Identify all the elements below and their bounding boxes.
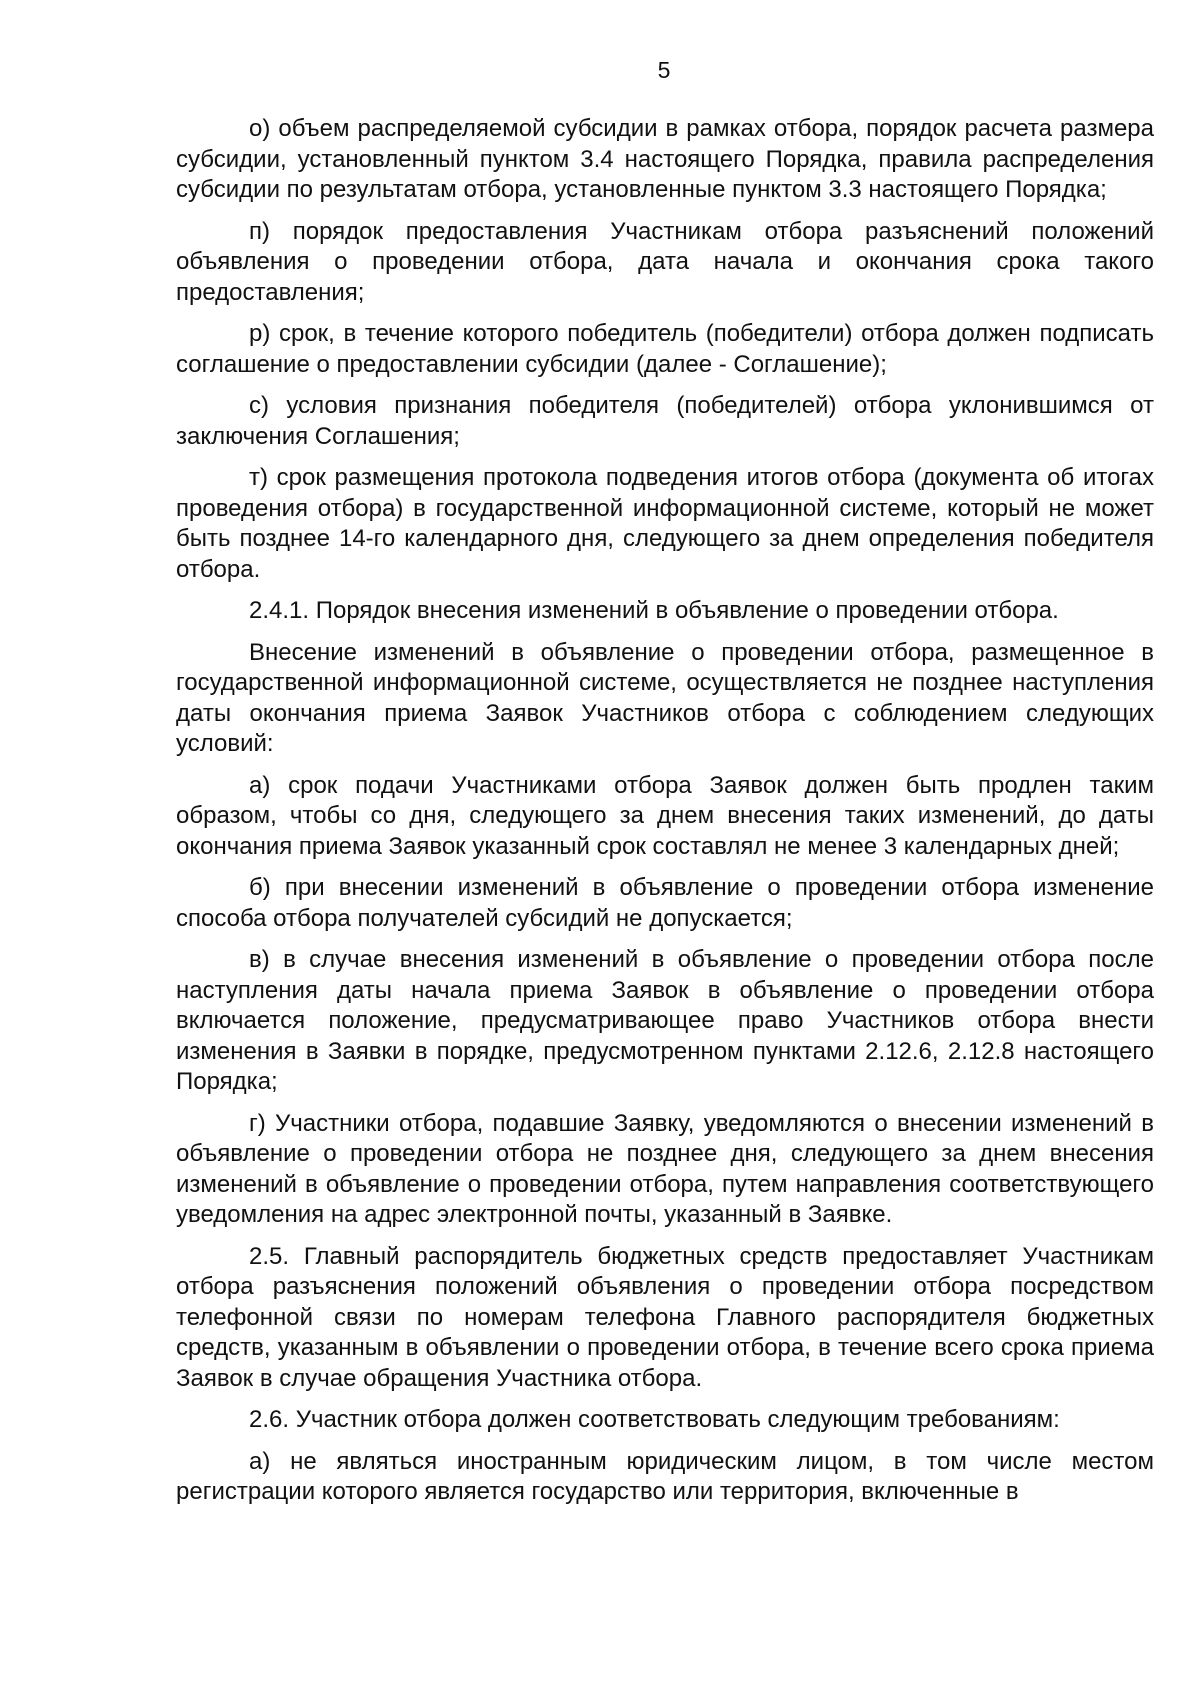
paragraph-a-deadline: а) срок подачи Участниками отбора Заявок должен быть продлен таким образом, чтобы со дня, следующего за днем внесения таких изменений, до даты окончания приема Заявок указанный срок составлял не менее 3 календарных дней;	[176, 771, 1154, 860]
paragraph-2-5: 2.5. Главный распорядитель бюджетных средств предоставляет Участникам отбора разъяснения положений объявления о проведении отбора посредством телефонной связи по номерам телефона Главного распорядителя бюджетных средств, указанным в объявлении о проведении отбора, в течение всего срока приема Заявок в случае обращения Участника отбора.	[176, 1242, 1154, 1392]
paragraph-2-4-1: 2.4.1. Порядок внесения изменений в объявление о проведении отбора.	[249, 597, 1059, 624]
paragraph-2-6: 2.6. Участник отбора должен соответствовать следующим требованиям:	[249, 1406, 1060, 1433]
paragraph-t: т) срок размещения протокола подведения итогов отбора (документа об итогах проведения отбора) в государственной информационной системе, который не может быть позднее 14-го календарного дня, следующего за днем определения победителя отбора.	[176, 464, 1154, 583]
paragraph-amendments-intro: Внесение изменений в объявление о проведении отбора, размещенное в государственной информационной системе, осуществляется не позднее наступления даты окончания приема Заявок Участников отбора с соблюдением следующих условий:	[176, 638, 1154, 757]
page-number: 5	[657, 57, 671, 83]
paragraph-a-requirements: а) не являться иностранным юридическим лицом, в том числе местом регистрации которого является государство или территория, включенные в	[176, 1447, 1154, 1505]
paragraph-s: с) условия признания победителя (победителей) отбора уклонившимся от заключения Соглашения;	[176, 392, 1154, 450]
paragraph-r: р) срок, в течение которого победитель (победители) отбора должен подписать соглашение о предоставлении субсидии (далее - Соглашение);	[176, 320, 1154, 378]
paragraph-o: о) объем распределяемой субсидии в рамках отбора, порядок расчета размера субсидии, установленный пунктом 3.4 настоящего Порядка, правила распределения субсидии по результатам отбора, установленные пунктом 3.3 настоящего Порядка;	[176, 115, 1154, 203]
paragraph-b-method: б) при внесении изменений в объявление о проведении отбора изменение способа отбора получателей субсидий не допускается;	[176, 874, 1154, 932]
document-body	[176, 114, 1154, 1519]
paragraph-g-notification: г) Участники отбора, подавшие Заявку, уведомляются о внесении изменений в объявление о проведении отбора не позднее дня, следующего за днем внесения изменений в объявление о проведении отбора, путем направления соответствующего уведомления на адрес электронной почты, указанный в Заявке.	[176, 1109, 1154, 1228]
paragraph-v-changes: в) в случае внесения изменений в объявление о проведении отбора после наступления даты начала приема Заявок в объявление о проведении отбора включается положение, предусматривающее право Участников отбора внести изменения в Заявки в порядке, предусмотренном пунктами 2.12.6, 2.12.8 настоящего Порядка;	[176, 946, 1154, 1095]
paragraph-p: п) порядок предоставления Участникам отбора разъяснений положений объявления о проведении отбора, дата начала и окончания срока такого предоставления;	[176, 217, 1154, 306]
